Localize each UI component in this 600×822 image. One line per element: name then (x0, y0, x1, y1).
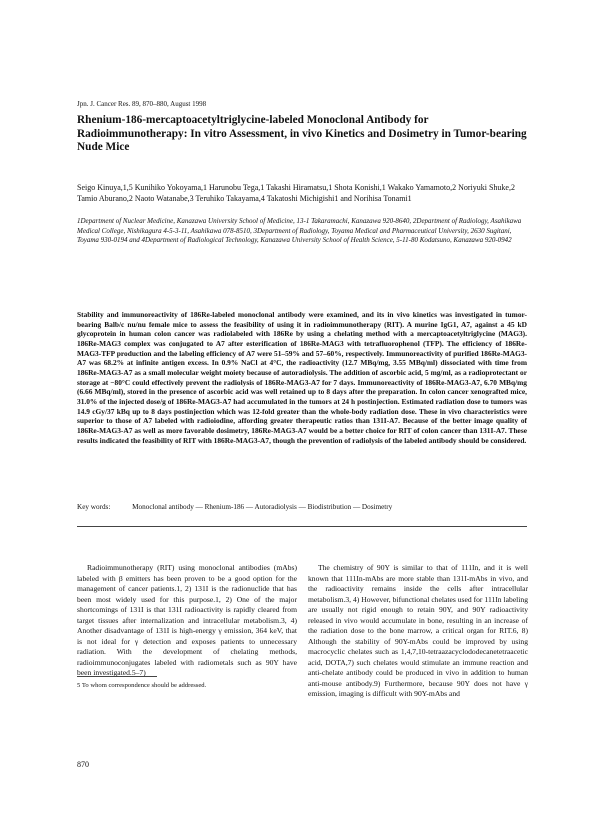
body-column-right: The chemistry of 90Y is similar to that of 111In, and it is well known that 111In-mAbs are more stable than 131I-mAbs in vivo, and the radioactivity remains inside the cells after intracellular metabolism.3, 4) However, bifunctional chelates used for 111In labeling are usually not rigid enough to retain 90Y, and 90Y radioactivity released in vivo would accumulate in bone, resulting in an increase of the radiation dose to the bone marrow, a critical organ for RIT.6, 8) Although the stability of 90Y-mAbs could be improved by using macrocyclic chelates such as 1,4,7,10-tetraazacyclododecanetetraacetic acid, DOTA,7) such chelates would stimulate an immune reaction and anti-chelate antibody could be produced in vivo in addition to human anti-mouse antibody.9) Furthermore, because 90Y does not have γ emission, imaging is difficult with 90Y-mAbs and (308, 563, 528, 698)
body-column-left: Radioimmunotherapy (RIT) using monoclonal antibodies (mAbs) labeled with β emitters has been proven to be a good option for the management of cancer patients.1, 2) 131I is the radionuclide that has been most widely used for this purpose.1, 2) One of the major shortcomings of 131I is that 131I radioactivity is rapidly cleared from target tissues after internalization and intracellular metabolism.3, 4) Another disadvantage of 131I is high-energy γ emission, 364 keV, that is not ideal for γ detection and exposes patients to unnecessary radiation. With the development of chelating methods, radioimmunoconjugates labeled with radiometals such as 90Y have been investigated.5–7) (77, 563, 297, 677)
author-list: Seigo Kinuya,1,5 Kunihiko Yokoyama,1 Harunobu Tega,1 Takashi Hiramatsu,1 Shota Konishi,1 Wakako Yamamoto,2 Noriyuki Shuke,2 Tamio Aburano,2 Naoto Watanabe,3 Teruhiko Takayama,4 Takatoshi Michigishi1 and Norihisa Tonami1 (77, 183, 515, 203)
journal-citation: Jpn. J. Cancer Res. 89, 870–880, August 1998 (77, 100, 207, 108)
affiliations: 1Department of Nuclear Medicine, Kanazawa University School of Medicine, 13-1 Takaramachi, Kanazawa 920-8640, 2Department of Radiology, Asahikawa Medical College, Nishikagura 4-5-3-11, Asahikawa 078-8510, 3Department of Radiology, Toyama Medical and Pharmaceutical University, 2630 Sugitani, Toyama 930-0194 and 4Department of Radiological Technology, Kanazawa University School of Health Science, 5-11-80 Kodatsuno, Kanazawa 920-0942 (77, 217, 522, 245)
footnote-divider (77, 676, 157, 677)
keywords-list: Monoclonal antibody — Rhenium-186 — Autoradiolysis — Biodistribution — Dosimetry (132, 503, 393, 511)
keywords-label: Key words: (77, 503, 111, 511)
footnote: 5 To whom correspondence should be addressed. (77, 682, 207, 689)
abstract: Stability and immunoreactivity of 186Re-labeled monoclonal antibody were examined, and its in vivo kinetics was investigated in tumor-bearing Balb/c nu/nu female mice to assess the feasibility of using it in radioimmunotherapy (RIT). A murine IgG1, A7, against a 45 kD glycoprotein in human colon cancer was radiolabeled with 186Re by using a chelating method with a mercaptoacetyltriglycine (MAG3). 186Re-MAG3 complex was conjugated to A7 after esterification of 186Re-MAG3 with tetrafluorophenol (TFP). The efficiency of 186Re-MAG3-TFP production and the labeling efficiency of A7 were 51–59% and 57–60%, respectively. Immunoreactivity of purified 186Re-MAG3-A7 was 68.2% at infinite antigen excess. In 0.9% NaCl at 4°C, the radioactivity (12.7 MBq/mg, 3.55 MBq/ml) dissociated with time from 186Re-MAG3-A7 as a small molecular weight moiety because of autoradiolysis. The addition of ascorbic acid, 5 mg/ml, as a radioprotectant or storage at −80°C could effectively prevent the radiolysis of 186Re-MAG3-A7 for 7 days. Immunoreactivity of 186Re-MAG3-A7, 6.70 MBq/mg (6.66 MBq/ml), stored in the presence of ascorbic acid was well retained up to 8 days after the preparation. In colon cancer xenografted mice, 31.0% of the injected dose/g of 186Re-MAG3-A7 had accumulated in the tumors at 24 h postinjection. Estimated radiation dose to tumors was 14.9 cGy/37 kBq up to 8 days postinjection which was 12-fold greater than the whole-body radiation dose. These in vivo characteristics were superior to those of A7 labeled with radioiodine, affording greater therapeutic ratios than 131I-A7. Because of the better image quality of 186Re-MAG3-A7 as well as more favorable dosimetry, 186Re-MAG3-A7 would be a better choice for RIT of colon cancer than 131I-A7. These results indicated the feasibility of RIT with 186Re-MAG3-A7, though the prevention of radiolysis of the labeled antibody should be considered. (77, 310, 527, 445)
paper-title: Rhenium-186-mercaptoacetyltriglycine-labeled Monoclonal Antibody for Radioimmunotherapy: In vitro Assessment, in vivo Kinetics and Dosimetry in Tumor-bearing Nude Mice (77, 114, 527, 153)
keywords-line (77, 503, 527, 511)
section-divider (77, 526, 527, 527)
page-number: 870 (77, 760, 89, 769)
